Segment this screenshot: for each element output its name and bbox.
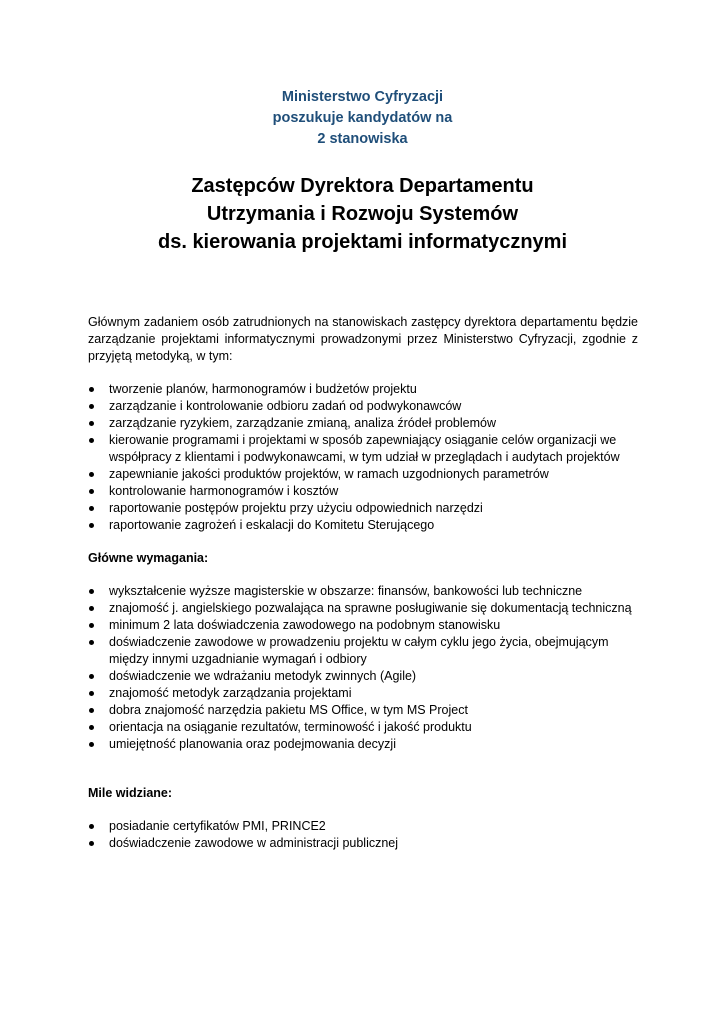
list-item: zarządzanie ryzykiem, zarządzanie zmianą, analiza źródeł problemów (88, 415, 638, 432)
list-item: wykształcenie wyższe magisterskie w obszarze: finansów, bankowości lub techniczne (88, 583, 638, 600)
requirements-heading: Główne wymagania: (88, 551, 209, 565)
list-item: tworzenie planów, harmonogramów i budżetów projektu (88, 381, 638, 398)
job-title-line-3: ds. kierowania projektami informatycznymi (157, 231, 567, 253)
nice-to-have-list (88, 818, 638, 852)
list-item: doświadczenie zawodowe w administracji publicznej (88, 835, 638, 852)
list-item: doświadczenie zawodowe w prowadzeniu projektu w całym cyklu jego życia, obejmującym między innymi uzgadnianie wymagań i odbiory (88, 634, 638, 668)
job-title (0, 172, 725, 256)
employer-header (0, 87, 725, 150)
document-body (88, 314, 638, 852)
list-item: raportowanie postępów projektu przy użyciu odpowiednich narzędzi (88, 500, 638, 517)
list-item: posiadanie certyfikatów PMI, PRINCE2 (88, 818, 638, 835)
list-item: raportowanie zagrożeń i eskalacji do Komitetu Sterującego (88, 517, 638, 534)
list-item: zapewnianie jakości produktów projektów, w ramach uzgodnionych parametrów (88, 466, 638, 483)
intro-paragraph: Głównym zadaniem osób zatrudnionych na stanowiskach zastępcy dyrektora departamentu będzie zarządzanie projektami informatycznymi prowadzonymi przez Ministerstwo Cyfryzacji, zgodnie z przyjętą metodyką, w tym: (88, 315, 638, 363)
nice-to-have-heading: Mile widziane: (88, 786, 173, 800)
list-item: orientacja na osiąganie rezultatów, terminowość i jakość produktu (88, 719, 638, 736)
list-item: minimum 2 lata doświadczenia zawodowego na podobnym stanowisku (88, 617, 638, 634)
job-title-line-2: Utrzymania i Rozwoju Systemów (206, 203, 519, 225)
list-item: znajomość j. angielskiego pozwalająca na sprawne posługiwanie się dokumentacją techniczną (88, 600, 638, 617)
list-item: dobra znajomość narzędzia pakietu MS Office, w tym MS Project (88, 702, 638, 719)
duties-list (88, 381, 638, 534)
header-line-seeking: poszukuje kandydatów na (272, 110, 453, 126)
header-line-positions: 2 stanowiska (317, 131, 408, 147)
header-line-ministry: Ministerstwo Cyfryzacji (281, 89, 444, 105)
list-item: zarządzanie i kontrolowanie odbioru zadań od podwykonawców (88, 398, 638, 415)
list-item: kontrolowanie harmonogramów i kosztów (88, 483, 638, 500)
job-title-line-1: Zastępców Dyrektora Departamentu (191, 175, 534, 197)
list-item: znajomość metodyk zarządzania projektami (88, 685, 638, 702)
requirements-list (88, 583, 638, 753)
list-item: doświadczenie we wdrażaniu metodyk zwinnych (Agile) (88, 668, 638, 685)
list-item: kierowanie programami i projektami w sposób zapewniający osiąganie celów organizacji we współpracy z klientami i podwykonawcami, w tym udział w przeglądach i audytach projektów (88, 432, 638, 466)
list-item: umiejętność planowania oraz podejmowania decyzji (88, 736, 638, 753)
